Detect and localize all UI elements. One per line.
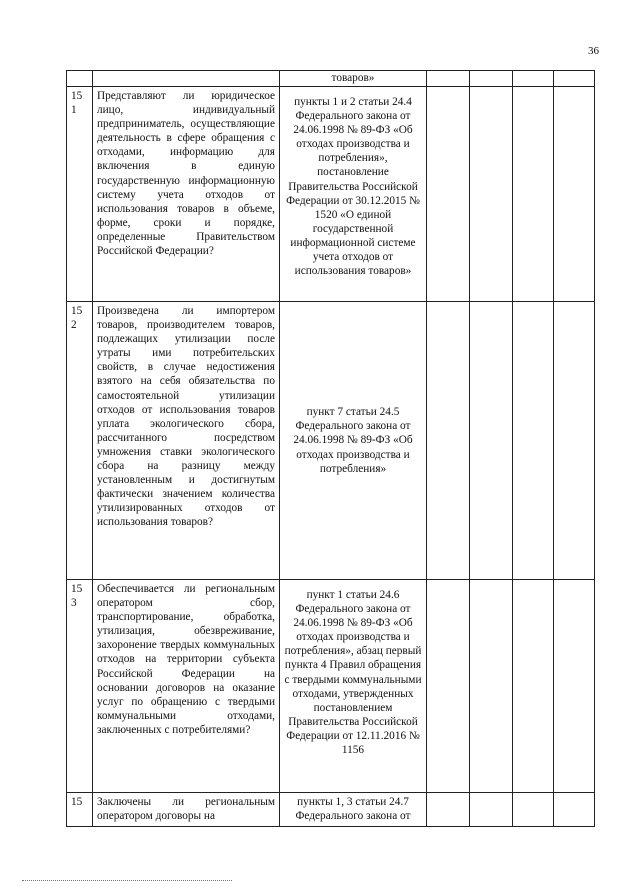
table-row <box>67 87 595 302</box>
answer-cell-no <box>470 87 513 302</box>
law-reference-cell: пункты 1 и 2 статьи 24.4 Федерального закона от 24.06.1998 № 89-ФЗ «Об отходах производства и потребления», постановление Правительства Российской Федерации от 30.12.2015 № 1520 «О единой государственной информационной системе учета отходов от использования товаров» <box>280 87 427 302</box>
answer-cell-yes <box>427 87 470 302</box>
row-number: 15 2 <box>67 302 93 580</box>
answer-cell-na <box>513 71 554 87</box>
question-cell: Заключены ли региональным оператором договоры на <box>93 793 280 827</box>
answer-cell-na <box>513 580 554 793</box>
answer-cell-yes <box>427 71 470 87</box>
table-row <box>67 580 595 793</box>
question-cell: Произведена ли импортером товаров, производителем товаров, подлежащих утилизации после утраты ими потребительских свойств, в случае недостижения взятого на себя обязательства по самостоятельной утилизации отходов от использования товаров уплата экологического сбора, рассчитанного посредством умножения ставки экологического сбора на разницу между установленным и достигнутым фактически значением количества утилизированных отходов от использования товаров? <box>93 302 280 580</box>
row-number: 15 3 <box>67 580 93 793</box>
answer-cell-yes <box>427 793 470 827</box>
question-cell <box>93 71 280 87</box>
table-row <box>67 793 595 827</box>
answer-cell-yes <box>427 302 470 580</box>
law-reference-cell: пункт 7 статьи 24.5 Федерального закона от 24.06.1998 № 89-ФЗ «Об отходах производства и потребления» <box>280 302 427 580</box>
note-cell <box>554 87 595 302</box>
note-cell <box>554 302 595 580</box>
table-row <box>67 302 595 580</box>
note-cell <box>554 580 595 793</box>
law-reference-cell: пункт 1 статьи 24.6 Федерального закона от 24.06.1998 № 89-ФЗ «Об отходах производства и потребления», абзац первый пункта 4 Правил обращения с твердыми коммунальными отходами, утвержденных постановлением Правительства Российской Федерации от 12.11.2016 № 1156 <box>280 580 427 793</box>
answer-cell-na <box>513 793 554 827</box>
row-number: 15 <box>67 793 93 827</box>
law-reference-cell: пункты 1, 3 статьи 24.7 Федерального закона от <box>280 793 427 827</box>
answer-cell-na <box>513 302 554 580</box>
answer-cell-no <box>470 71 513 87</box>
question-cell: Представляют ли юридическое лицо, индивидуальный предприниматель, осуществляющие деятельность в сфере обращения с отходами, информацию для включения в единую государственную информационную систему учета отходов от использования товаров в объеме, форме, сроки и порядке, определенные Правительством Российской Федерации? <box>93 87 280 302</box>
answer-cell-no <box>470 302 513 580</box>
page-number: 36 <box>588 45 599 57</box>
row-number <box>67 71 93 87</box>
question-cell: Обеспечивается ли региональным оператором сбор, транспортирование, обработка, утилизация, обезвреживание, захоронение твердых коммунальных отходов на территории субъекта Российской Федерации на основании договоров на оказание услуг по обращению с твердыми коммунальными отходами, заключенных с потребителями? <box>93 580 280 793</box>
answer-cell-no <box>470 793 513 827</box>
footer-divider <box>22 880 232 882</box>
law-reference-cell: товаров» <box>280 71 427 87</box>
answer-cell-na <box>513 87 554 302</box>
checklist-table <box>66 70 595 827</box>
answer-cell-yes <box>427 580 470 793</box>
note-cell <box>554 71 595 87</box>
answer-cell-no <box>470 580 513 793</box>
row-number: 15 1 <box>67 87 93 302</box>
note-cell <box>554 793 595 827</box>
table-row <box>67 71 595 87</box>
